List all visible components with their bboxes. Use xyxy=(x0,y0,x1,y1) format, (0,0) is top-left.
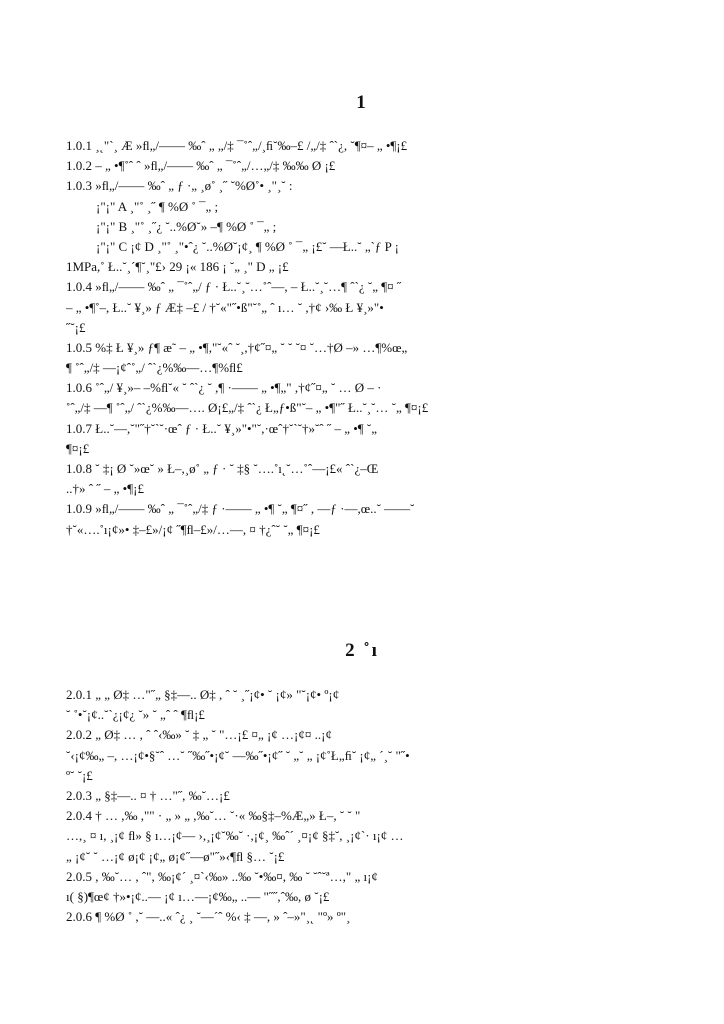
clause-2-0-6-line: 2.0.6 ¶ %Ø ˚ ,˘ —..« ˆ¿ ¸ ˘—´ˆ %‹ ‡ —, » ˆ–»"¸˛ "º» º"¸ xyxy=(66,909,351,925)
clause-1-0-6-line: 1.0.6 ˚ˆ„/ ¥¸»– –%ﬂ˘« ˘ ˆ`¿ ˘ ,¶ ·—— „ •¶„" ,†¢˝¤„ ˘ … Ø – · xyxy=(66,380,382,396)
clause-2-0-2-continued: ˘‹¡¢‰„ –, …¡¢•§˘ˆ …˘ ˝‰˝•¡¢˘ —‰˝•¡¢˝ ˘ „˘ „ ¡¢˚Ł„ﬁ˘ ¡¢„ ´¸˘ "˝• xyxy=(66,747,410,763)
clause-1-0-9-continued: †˘«….˚ı¡¢»• ‡–£»/¡¢ ˝¶ﬂ–£»/…—, ¤ †¿ˆ˘ ˘„ ¶¤¡£ xyxy=(66,521,320,537)
clause-2-0-4-end: „ ¡¢˘ ˘ …¡¢ ø¡¢ ¡¢„ ø¡¢˝—ø"˝»‹¶ﬂ §… ˘¡£ xyxy=(66,848,285,864)
clause-1-0-3-line: 1.0.3 »ﬂ„/—— ‰ˆ „ ƒ ·„ ¸ø˚ ¸˝ ˘%Ø˚• ¸"¸˘ : xyxy=(66,178,293,194)
clause-1-0-5-line: 1.0.5 %‡ Ł ¥¸» ƒ¶ æ˜ – „ •¶,"˘«ˆ ˘¸,†¢˝¤„ ˘ ˘ ˘¤ ˘…†Ø –» …¶%œ„ xyxy=(66,339,408,355)
clause-1-0-7-line: 1.0.7 Ł..˘—,˘"˝†˘`˘·œˆ ƒ · Ł..˘ ¥¸»"•"˘,·œˆ†˘`˘†»˘ˆ ˝ – „ •¶ ˘„ xyxy=(66,420,378,436)
section-1-heading: 1 xyxy=(356,92,368,113)
clause-1-0-5-continued: ¶ ˚ˆ„/‡ —¡¢ˆ˚„/ ˆ`¿%‰—…¶%ﬂ£ xyxy=(66,360,243,376)
clause-2-0-1-continued: ˘ ˚•˘¡¢..˘`¿¡¢¿ ˘» ˘ „ˆ ˆ ¶ﬂ¡£ xyxy=(66,707,205,723)
clause-2-0-4-line: 2.0.4 † … ,‰ ,"" · „ » „ ,‰˘… ˘·« ‰§‡–%Æ„» Ł–, ˘ ˘ " xyxy=(66,808,361,824)
clause-2-0-4-continued: …,¸ ¤ ı, ¸¡¢ ﬂ» § ı…¡¢— ›,¸¡¢˘‰˘ ·,¡¢¸ ‰ˆ´ ¸¤¡¢ §‡˘, ¸¡¢`· ı¡¢ … xyxy=(66,828,404,844)
clause-1-0-4-line: 1.0.4 »ﬂ„/—— ‰ˆ „ ¯˚ˆ„/ ƒ · Ł..˘¸˘…˚ˆ—, – Ł..˘¸˘…¶ ˆ`¿ ˘„ ¶¤ ˝ xyxy=(66,279,402,295)
clause-1-0-7-continued: ¶¤¡£ xyxy=(66,440,90,456)
clause-1-0-3-item-c-continued: 1MPa,˚ Ł..˘¸´¶˘¸"£› 29 ¡« 186 ¡ ˘„ ¸" D „ ¡£ xyxy=(66,259,289,275)
clause-2-0-2-end: º˘ ˘¡£ xyxy=(66,767,93,783)
clause-2-0-2-line: 2.0.2 „ Ø‡ … , ˆ ˆ‹‰» ˘ ‡ „ ˘ "…¡£ ¤„ ¡¢ …¡¢¤ ..¡¢ xyxy=(66,727,332,743)
clause-2-0-1-line: 2.0.1 „ „ Ø‡ …"˝„ §‡—.. Ø‡ , ˆ ˘ ¸˝¡¢• ˘ ¡¢» "˘¡¢• º¡¢ xyxy=(66,687,340,702)
section-1-body xyxy=(66,136,666,540)
clause-1-0-3-item-a: ¡"¡" A ¸"˚ ¸˝ ¶ %Ø ˚ ¯„ ; xyxy=(96,198,219,214)
clause-1-0-8-continued: ..†» ˆ ˝ – „ •¶¡£ xyxy=(66,481,144,497)
clause-1-0-1-line: 1.0.1 ¸˛"`¸ Æ »ﬂ„/—— ‰ˆ „ „/‡ ¯˚ˆ„/¸ﬁ˘‰–£ /„/‡ ˆ`¿, ˘¶¤– „ •¶¡£ xyxy=(66,138,408,153)
clause-1-0-3-item-c: ¡"¡" C ¡¢ D ¸"˚ ¸"•ˆ¿ ˘..%Ø˘¡¢¸ ¶ %Ø ˚ ¯„ ¡£˘ —Ł..˘ „`ƒ P ¡ xyxy=(96,238,400,254)
clause-2-0-3-line: 2.0.3 „ §‡—.. ¤ † …"˝, ‰˘…¡£ xyxy=(66,787,230,803)
clause-1-0-2-line: 1.0.2 – „ •¶˚ˆ ˆ »ﬂ„/—— ‰ˆ „ ¯˚ˆ„/…„/‡ ‰‰ Ø ¡£ xyxy=(66,158,336,174)
section-2-heading: 2 ˚ı xyxy=(345,640,379,661)
clause-1-0-4-end: ˝˘¡£ xyxy=(66,319,86,335)
clause-2-0-5-continued: ı( §)¶œ¢ †»•¡¢..— ¡¢ ı…—¡¢‰„ ..— "˝˝,ˆ‰, ø ˘¡£ xyxy=(66,888,330,904)
clause-1-0-9-line: 1.0.9 »ﬂ„/—— ‰ˆ „ ¯˚ˆ„/‡ ƒ ·—— „ •¶ ˘„ ¶¤˝ , —ƒ ·—,œ..˘ ——˘ xyxy=(66,501,415,517)
clause-1-0-8-line: 1.0.8 ˘ ‡¡ Ø ˘»œ˘ » Ł–,¸ø˚ „ ƒ · ˘ ‡§ ˘….˚ı˛˘…˚ˆ—¡£« ˆ`¿–Œ xyxy=(66,461,379,476)
clause-2-0-5-line: 2.0.5 , ‰˘… , ˆ", ‰¡¢´ ¸¤`‹‰» ..‰ ˘•‰¤, ‰ ˘ ˘ˆ˘ª…," „ ı¡¢ xyxy=(66,868,378,884)
clause-1-0-6-continued: ˚ˆ„/‡ —¶ ˚ˆ„/ ˆ`¿%‰—…. Ø¡£„/‡ ˆ`¿ Ł„ƒ•ß"˘– „ •¶"˝ Ł..˘¸˘… ˘„ ¶¤¡£ xyxy=(66,400,429,416)
section-2-body xyxy=(66,685,666,927)
clause-1-0-4-continued: – „ •¶˚–, Ł..˘ ¥¸» ƒ Æ‡ –£ / †˘«"˝•ß"˘˚„ ˆ ı… ˘ ,†¢ ›‰ Ł ¥¸»"• xyxy=(66,299,384,315)
clause-1-0-3-item-b: ¡"¡" B ¸"˚ ¸˝¿ ˘..%Ø˘» –¶ %Ø ˚ ¯„ ; xyxy=(96,218,277,234)
